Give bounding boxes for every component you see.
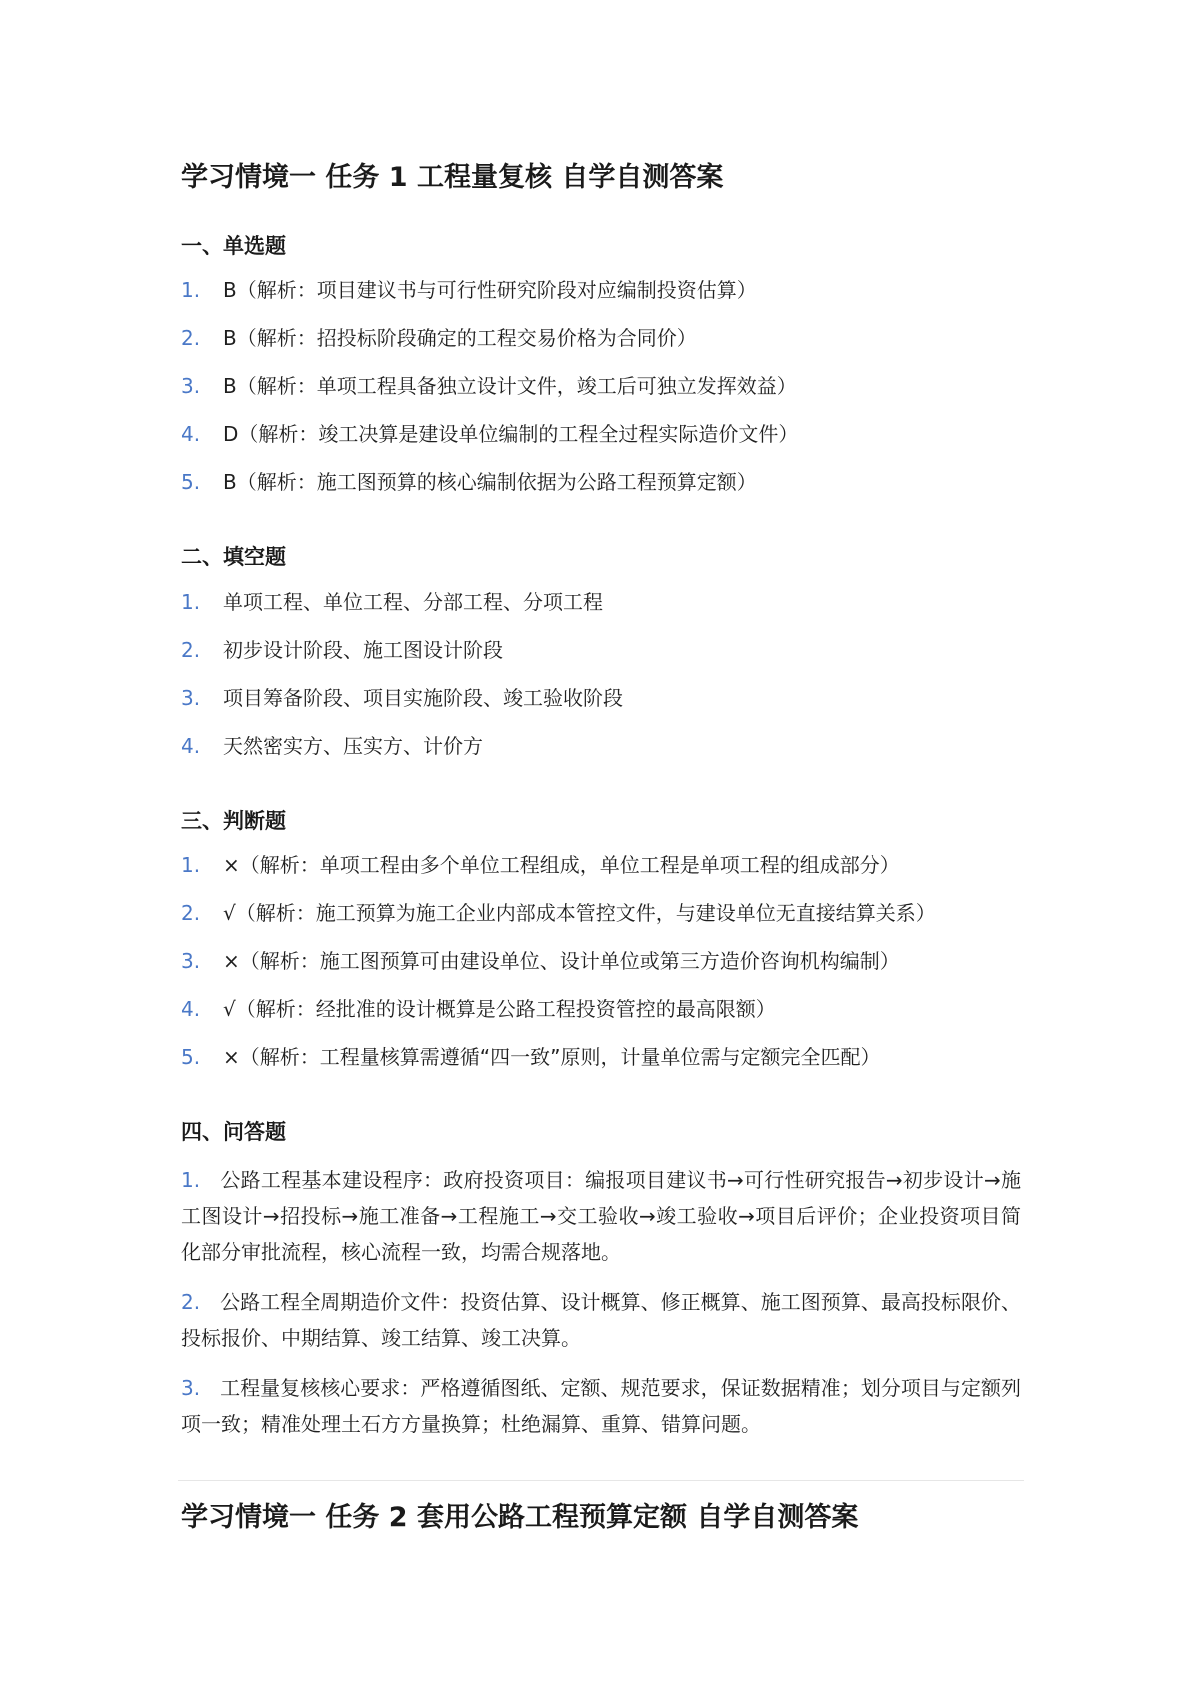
task2-title: 学习情境一 任务 2 套用公路工程预算定额 自学自测答案	[181, 1502, 859, 1533]
item-text: 初步设计阶段、施工图设计阶段	[223, 637, 503, 662]
list-item	[181, 1043, 1021, 1091]
section-divider	[178, 1480, 1024, 1481]
item-number: 5.	[181, 470, 201, 495]
section-heading-single-choice: 一、单选题	[181, 234, 286, 259]
item-text: B（解析：单项工程具备独立设计文件，竣工后可独立发挥效益）	[223, 374, 797, 399]
list-item	[181, 684, 1021, 732]
item-number: 1.	[181, 278, 201, 303]
list-item	[181, 995, 1021, 1043]
item-text: 工程量复核核心要求：严格遵循图纸、定额、规范要求，保证数据精准；划分项目与定额列项一致；精准处理土石方方量换算；杜绝漏算、重算、错算问题。	[181, 1376, 1021, 1437]
item-text: B（解析：项目建议书与可行性研究阶段对应编制投资估算）	[223, 278, 757, 303]
item-text: ×（解析：施工图预算可由建设单位、设计单位或第三方造价咨询机构编制）	[223, 948, 900, 973]
item-text: √（解析：经批准的设计概算是公路工程投资管控的最高限额）	[223, 996, 776, 1021]
item-text: 项目筹备阶段、项目实施阶段、竣工验收阶段	[223, 685, 623, 710]
list-item	[181, 372, 1021, 420]
item-text: B（解析：施工图预算的核心编制依据为公路工程预算定额）	[223, 470, 757, 495]
list-item	[181, 276, 1021, 324]
item-number: 2.	[181, 326, 201, 351]
item-number: 1.	[181, 589, 201, 614]
item-number: 3.	[181, 948, 201, 973]
item-text: B（解析：招投标阶段确定的工程交易价格为合同价）	[223, 326, 697, 351]
item-number: 2.	[181, 900, 201, 925]
item-text: 公路工程全周期造价文件：投资估算、设计概算、修正概算、施工图预算、最高投标限价、投标报价、中期结算、竣工结算、竣工决算。	[181, 1290, 1021, 1351]
item-number: 2.	[181, 1290, 201, 1315]
section-heading-qa: 四、问答题	[181, 1119, 286, 1144]
item-number: 4.	[181, 422, 201, 447]
true-false-list	[181, 851, 1021, 1091]
item-number: 4.	[181, 996, 201, 1021]
item-number: 3.	[181, 1376, 201, 1401]
list-item	[181, 947, 1021, 995]
item-number: 2.	[181, 637, 201, 662]
item-number: 4.	[181, 733, 201, 758]
item-text: 公路工程基本建设程序：政府投资项目：编报项目建议书→可行性研究报告→初步设计→施工图设计→招投标→施工准备→工程施工→交工验收→竣工验收→项目后评价；企业投资项目简化部分审批流程，核心流程一致，均需合规落地。	[181, 1168, 1021, 1265]
list-item	[181, 732, 1021, 780]
item-number: 1.	[181, 852, 201, 877]
section-heading-true-false: 三、判断题	[181, 808, 286, 833]
item-number: 3.	[181, 685, 201, 710]
list-item	[181, 420, 1021, 468]
list-item	[181, 899, 1021, 947]
item-number: 1.	[181, 1168, 201, 1193]
list-item	[181, 1162, 1021, 1270]
item-text: ×（解析：单项工程由多个单位工程组成，单位工程是单项工程的组成部分）	[223, 852, 900, 877]
list-item	[181, 1284, 1021, 1356]
list-item	[181, 588, 1021, 636]
document-page	[181, 160, 1021, 1456]
item-number: 3.	[181, 374, 201, 399]
single-choice-list	[181, 276, 1021, 516]
item-text: D（解析：竣工决算是建设单位编制的工程全过程实际造价文件）	[223, 422, 799, 447]
list-item	[181, 636, 1021, 684]
list-item	[181, 324, 1021, 372]
item-text: 单项工程、单位工程、分部工程、分项工程	[223, 589, 603, 614]
list-item	[181, 851, 1021, 899]
fill-in-list	[181, 588, 1021, 780]
item-text: 天然密实方、压实方、计价方	[223, 733, 483, 758]
list-item	[181, 468, 1021, 516]
item-text: ×（解析：工程量核算需遵循“四一致”原则，计量单位需与定额完全匹配）	[223, 1044, 881, 1069]
section-heading-fill-in: 二、填空题	[181, 545, 286, 570]
list-item	[181, 1370, 1021, 1442]
item-text: √（解析：施工预算为施工企业内部成本管控文件，与建设单位无直接结算关系）	[223, 900, 936, 925]
task1-title: 学习情境一 任务 1 工程量复核 自学自测答案	[181, 162, 724, 193]
item-number: 5.	[181, 1044, 201, 1069]
qa-list	[181, 1162, 1021, 1442]
